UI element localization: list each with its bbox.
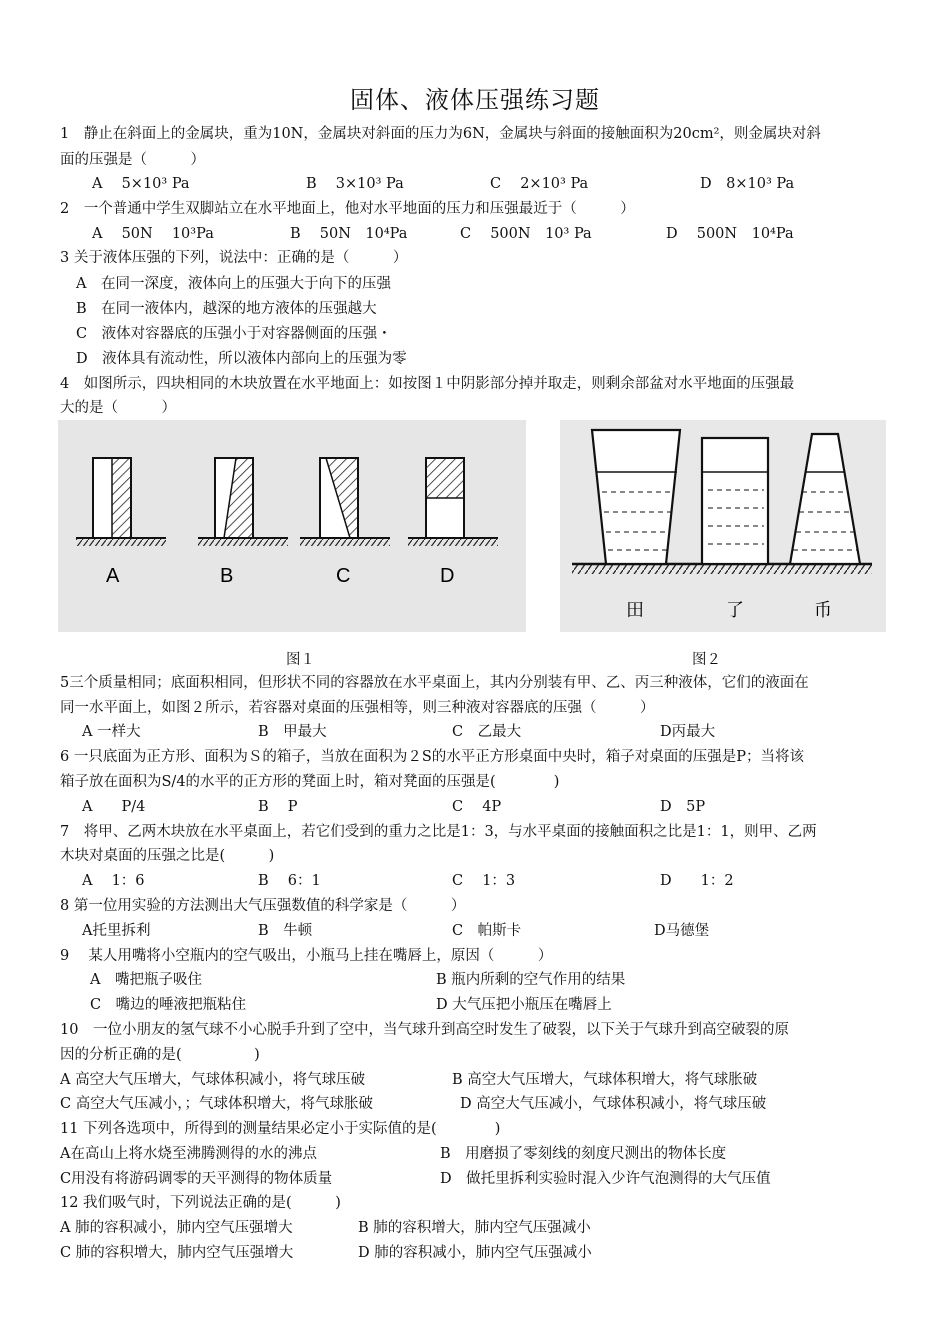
question-6-text: 6 一只底面为正方形、面积为Ｓ的箱子，当放在面积为２S的水平正方形桌面中央时，箱子对桌面的压强是P；当将该	[60, 749, 805, 765]
q2-option-a: A 50N 10³Pa	[92, 226, 214, 242]
question-7-text-cont: 木块对桌面的压强之比是( )	[60, 848, 275, 864]
q8-option-d: D马德堡	[654, 923, 710, 939]
figure-1	[58, 420, 526, 632]
q10-option-b: B 高空大气压增大，气球体积增大，将气球胀破	[452, 1072, 758, 1088]
q9-option-c: C 嘴边的唾液把瓶粘住	[90, 997, 247, 1013]
question-9-text: 9 某人用嘴将小空瓶内的空气吸出，小瓶马上挂在嘴唇上，原因（ ）	[60, 948, 553, 964]
q7-option-d: D 1：2	[660, 873, 734, 889]
q11-option-b: B 用磨损了零刻线的刻度尺测出的物体长度	[440, 1146, 727, 1162]
figure-1-caption: 图１	[286, 652, 315, 668]
q5-option-a: A 一样大	[82, 724, 141, 740]
q2-option-d: D 500N 10⁴Pa	[666, 226, 794, 242]
q12-option-c: C 肺的容积增大，肺内空气压强增大	[60, 1245, 294, 1261]
fig2-label-jia: 田	[626, 600, 644, 621]
question-4-text: 4 如图所示，四块相同的木块放置在水平地面上：如按图１中阴影部分掉并取走，则剩余部盆对水平地面的压强最	[60, 376, 795, 392]
question-11-text: 11 下列各选项中，所得到的测量结果必定小于实际值的是( )	[60, 1121, 501, 1137]
figure-2-drawing	[560, 420, 886, 632]
question-1-text-cont: 面的压强是（ ）	[60, 152, 205, 168]
figure-1-drawing	[58, 420, 526, 632]
figure-2-caption: 图２	[692, 652, 721, 668]
q12-option-b: B 肺的容积增大，肺内空气压强减小	[358, 1220, 591, 1236]
q10-option-d: D 高空大气压减小，气球体积减小，将气球压破	[460, 1096, 767, 1112]
q5-option-b: B 甲最大	[258, 724, 327, 740]
question-8-text: 8 第一位用实验的方法测出大气压强数值的科学家是（ ）	[60, 898, 466, 914]
question-12-text: 12 我们吸气时，下列说法正确的是( )	[60, 1195, 341, 1211]
question-10-text: 10 一位小朋友的氢气球不小心脱手升到了空中，当气球升到高空时发生了破裂，以下关于气球升到高空破裂的原	[60, 1022, 789, 1038]
q12-option-d: D 肺的容积减小，肺内空气压强减小	[358, 1245, 592, 1261]
q1-option-c: C 2×10³ Pa	[490, 176, 589, 192]
q7-option-b: B 6：1	[258, 873, 321, 889]
question-4-text-cont: 大的是（ ）	[60, 400, 176, 416]
question-3-text: 3 关于液体压强的下列，说法中：正确的是（ ）	[60, 250, 408, 266]
fig1-label-d: D	[440, 565, 455, 587]
q8-option-c: C 帕斯卡	[452, 923, 522, 939]
q9-option-d: D 大气压把小瓶压在嘴唇上	[436, 997, 612, 1013]
q8-option-a: A托里拆利	[82, 923, 151, 939]
question-7-text: 7 将甲、乙两木块放在水平桌面上，若它们受到的重力之比是1：3，与水平桌面的接触面积之比是1：1，则甲、乙两	[60, 824, 817, 840]
q3-option-c: C 液体对容器底的压强小于对容器侧面的压强・	[76, 326, 392, 342]
fig2-label-yi: 了	[726, 600, 744, 621]
question-5-text: 5三个质量相同；底面积相同，但形状不同的容器放在水平桌面上，其内分别装有甲、乙、丙三种液体，它们的液面在	[60, 675, 809, 691]
q2-option-c: C 500N 10³ Pa	[460, 226, 592, 242]
q11-option-a: A在高山上将水烧至沸腾测得的水的沸点	[60, 1146, 317, 1162]
q5-option-d: D丙最大	[660, 724, 716, 740]
q11-option-d: D 做托里拆利实验时混入少许气泡测得的大气压值	[440, 1171, 771, 1187]
q1-option-a: A 5×10³ Pa	[92, 176, 190, 192]
q9-option-b: B 瓶内所剩的空气作用的结果	[436, 972, 626, 988]
question-5-text-cont: 同一水平面上，如图２所示，若容器对桌面的压强相等，则三种液对容器底的压强（ ）	[60, 700, 655, 716]
q8-option-b: B 牛顿	[258, 923, 313, 939]
q2-option-b: B 50N 10⁴Pa	[290, 226, 408, 242]
q5-option-c: C 乙最大	[452, 724, 522, 740]
q6-option-c: C 4P	[452, 799, 502, 815]
q7-option-a: A 1：6	[82, 873, 145, 889]
q9-option-a: A 嘴把瓶子吸住	[90, 972, 202, 988]
fig1-label-c: C	[336, 565, 351, 587]
question-6-text-cont: 箱子放在面积为S/4的水平的正方形的凳面上时，箱对凳面的压强是( )	[60, 774, 560, 790]
question-10-text-cont: 因的分析正确的是( )	[60, 1047, 260, 1063]
page-title: 固体、液体压强练习题	[350, 86, 600, 114]
q10-option-c: C 高空大气压减小，；气球体积增大，将气球胀破	[60, 1096, 373, 1112]
q1-option-d: D 8×10³ Pa	[700, 176, 795, 192]
q12-option-a: A 肺的容积减小，肺内空气压强增大	[60, 1220, 293, 1236]
fig1-label-a: A	[106, 565, 120, 587]
q10-option-a: A 高空大气压增大，气球体积减小，将气球压破	[60, 1072, 366, 1088]
q6-option-b: B P	[258, 799, 298, 815]
q6-option-a: A P/4	[82, 799, 146, 815]
q7-option-c: C 1：3	[452, 873, 516, 889]
q6-option-d: D 5P	[660, 799, 706, 815]
figure-2	[560, 420, 886, 632]
q3-option-a: A 在同一深度，液体向上的压强大于向下的压强	[76, 276, 391, 292]
fig2-label-bing: 币	[814, 600, 832, 621]
question-2-text: 2 一个普通中学生双脚站立在水平地面上，他对水平地面的压力和压强最近于（ ）	[60, 201, 635, 217]
q11-option-c: C用没有将游码调零的天平测得的物体质量	[60, 1171, 333, 1187]
q3-option-b: B 在同一液体内，越深的地方液体的压强越大	[76, 301, 377, 317]
q1-option-b: B 3×10³ Pa	[306, 176, 404, 192]
fig1-label-b: B	[220, 565, 234, 587]
q3-option-d: D 液体具有流动性，所以液体内部向上的压强为零	[76, 351, 407, 367]
question-1-text: 1 静止在斜面上的金属块，重为10N，金属块对斜面的压力为6N，金属块与斜面的接触面积为20cm²，则金属块对斜	[60, 126, 821, 142]
